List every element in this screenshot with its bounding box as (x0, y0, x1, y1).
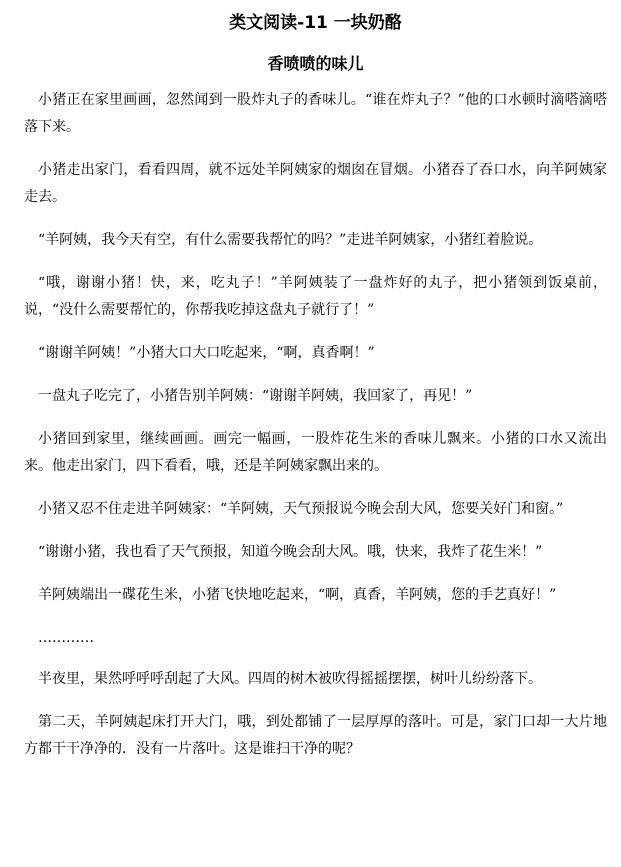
story-body (24, 87, 607, 763)
document-title: 类文阅读-11 一块奶酪 (229, 13, 402, 33)
paragraph: “羊阿姨，我今天有空，有什么需要我帮忙的吗？”走进羊阿姨家，小猪红着脸说。 (38, 232, 543, 248)
paragraph: “谢谢小猪，我也看了天气预报，知道今晚会刮大风。哦，快来，我炸了花生米！” (38, 544, 543, 560)
paragraph: 半夜里，果然呼呼呼刮起了大风。四周的树木被吹得摇摇摆摆，树叶儿纷纷落下。 (38, 671, 542, 687)
ellipsis-separator: ………… (38, 630, 94, 646)
paragraph: 小猪又忍不住走进羊阿姨家：“羊阿姨，天气预报说今晚会刮大风，您要关好门和窗。” (38, 501, 564, 517)
paragraph: 小猪正在家里画画，忽然闻到一股炸丸子的香味儿。“谁在炸丸子？”他的口水顿时滴嗒滴嗒落下来。 (24, 92, 607, 135)
paragraph: 第二天，羊阿姨起床打开大门，哦，到处都铺了一层厚厚的落叶。可是，家门口却一大片地方都干干净净的．没有一片落叶。这是谁扫干净的呢？ (24, 714, 607, 757)
paragraph: “谢谢羊阿姨！”小猪大口大口吃起来，“啊，真香啊！” (38, 345, 375, 361)
story-title: 香喷喷的味儿 (267, 54, 364, 73)
paragraph: 小猪回到家里，继续画画。画完一幅画，一股炸花生米的香味儿飘来。小猪的口水又流出来。他走出家门，四下看看，哦，还是羊阿姨家飘出来的。 (24, 431, 607, 474)
paragraph: 羊阿姨端出一碟花生米，小猪飞快地吃起来，“啊，真香，羊阿姨，您的手艺真好！” (38, 587, 557, 603)
paragraph: “哦，谢谢小猪！快，来，吃丸子！”羊阿姨装了一盘炸好的丸子，把小猪领到饭桌前，说，“没什么需要帮忙的，你帮我吃掉这盘丸子就行了！” (24, 275, 607, 318)
paragraph: 一盘丸子吃完了，小猪告别羊阿姨：“谢谢羊阿姨，我回家了，再见！” (38, 388, 473, 404)
paragraph: 小猪走出家门，看看四周，就不远处羊阿姨家的烟囱在冒烟。小猪吞了吞口水，向羊阿姨家走去。 (24, 162, 607, 205)
